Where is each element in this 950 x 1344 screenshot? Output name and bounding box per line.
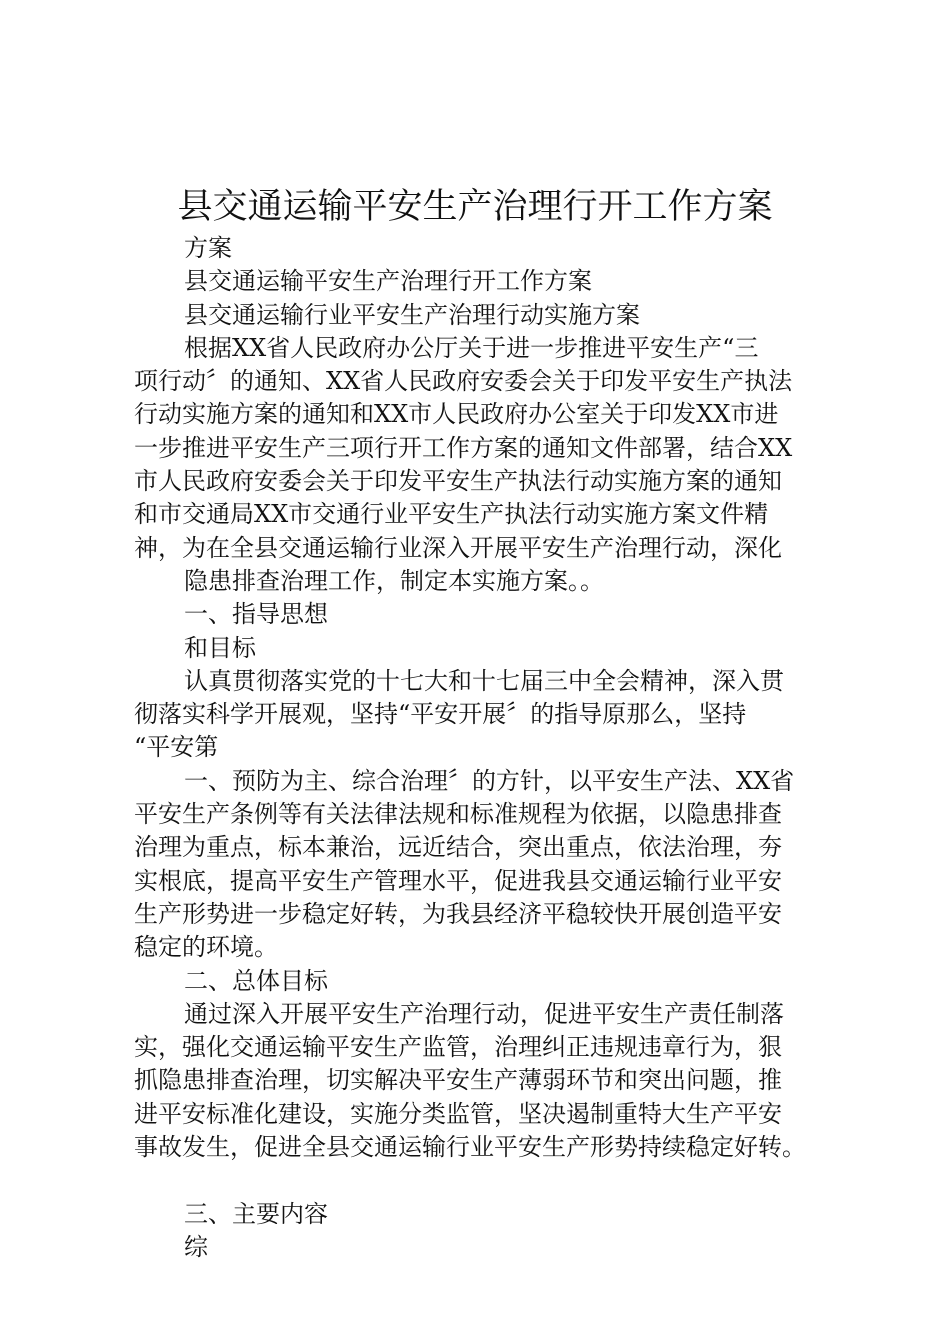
- blank-line: [134, 1164, 834, 1197]
- section-heading: 三、主要内容: [184, 1199, 328, 1228]
- body-line: 综: [184, 1232, 208, 1261]
- body-line: 通过深入开展平安生产治理行动，促进平安生产责任制落: [184, 999, 784, 1028]
- body-line: 县交通运输行业平安生产治理行动实施方案: [184, 300, 640, 329]
- body-line: 一、预防为主、综合治理〞的方针，以平安生产法、XX省: [184, 766, 795, 795]
- body-line: 市人民政府安委会关于印发平安生产执法行动实施方案的通知: [134, 467, 782, 496]
- body-line: 实，强化交通运输平安生产监管，治理纠正违规违章行为，狠: [134, 1033, 782, 1062]
- body-line: 根据XX省人民政府办公厅关于进一步推进平安生产“三: [184, 333, 759, 362]
- body-line: 事故发生，促进全县交通运输行业平安生产形势持续稳定好转。: [134, 1133, 806, 1162]
- body-line: 实根底，提高平安生产管理水平，促进我县交通运输行业平安: [134, 866, 782, 895]
- body-line: 隐患排查治理工作，制定本实施方案。。: [184, 566, 604, 595]
- body-line: 和目标: [184, 633, 256, 662]
- body-line: 项行动〞的通知、XX省人民政府安委会关于印发平安生产执法: [134, 367, 793, 396]
- body-line: 认真贯彻落实党的十七大和十七届三中全会精神，深入贯: [184, 666, 784, 695]
- document-body: [134, 232, 834, 1264]
- document-title: 县交通运输平安生产治理行开工作方案: [177, 187, 773, 227]
- body-line: 稳定的环境。: [134, 933, 278, 962]
- body-line: 行动实施方案的通知和XX市人民政府办公室关于印发XX市进: [134, 400, 779, 429]
- body-line: 和市交通局XX市交通行业平安生产执法行动实施方案文件精: [134, 500, 769, 529]
- body-line: 平安生产条例等有关法律法规和标准规程为依据，以隐患排查: [134, 800, 782, 829]
- body-line: “平安第: [134, 733, 219, 762]
- body-line: 生产形势进一步稳定好转，为我县经济平稳较快开展创造平安: [134, 899, 782, 928]
- body-line: 彻落实科学开展观，坚持“平安开展〞的指导原那么，坚持: [134, 700, 747, 729]
- section-heading: 一、指导思想: [184, 600, 328, 629]
- body-line: 进平安标准化建设，实施分类监管，坚决遏制重特大生产平安: [134, 1099, 782, 1128]
- body-line: 抓隐患排查治理，切实解决平安生产薄弱环节和突出问题，推: [134, 1066, 782, 1095]
- body-line: 一步推进平安生产三项行开工作方案的通知文件部署，结合XX: [134, 433, 793, 462]
- body-line: 县交通运输平安生产治理行开工作方案: [184, 267, 592, 296]
- section-heading: 二、总体目标: [184, 966, 328, 995]
- body-line: 方案: [184, 234, 232, 262]
- body-line: 神，为在全县交通运输行业深入开展平安生产治理行动，深化: [134, 533, 782, 562]
- body-line: 治理为重点，标本兼治，远近结合，突出重点，依法治理，夯: [134, 833, 782, 862]
